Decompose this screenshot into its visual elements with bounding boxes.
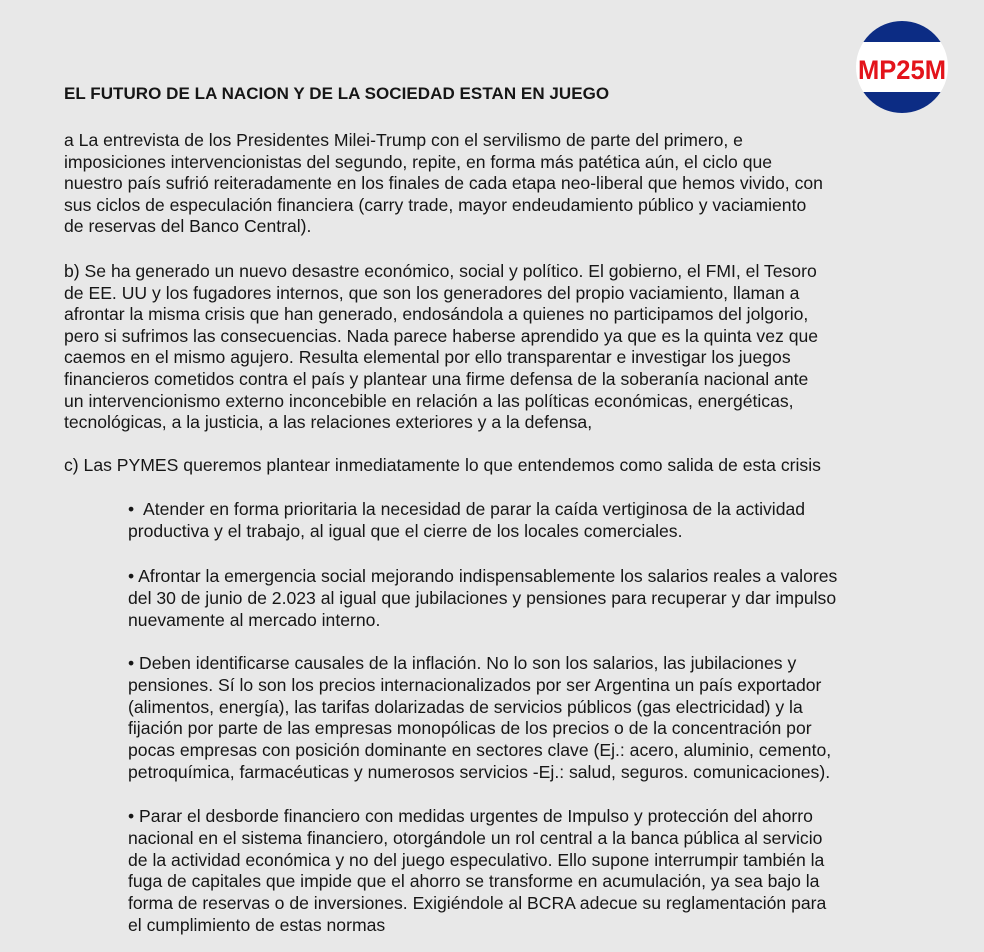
logo-bottom-band <box>856 92 948 118</box>
bullet-item: • Parar el desborde financiero con medidas urgentes de Impulso y protección del ahorro nacional en el sistema financiero, otorgándole un rol central a la banca pública al servicio de la actividad económica y no del juego especulativo. Ello supone interrumpir también la fuga de capitales que impide que el ahorro se transforme en acumulación, ya sea bajo la forma de reservas o de inversiones. Exigiéndole al BCRA adecue su reglamentación para el cumplimiento de estas normas <box>128 806 827 935</box>
paragraph-b: b) Se ha generado un nuevo desastre económico, social y político. El gobierno, el FMI, el Tesoro de EE. UU y los fugadores internos, que son los generadores del propio vaciamiento, llaman a afrontar la misma crisis que han generado, endosándola a quienes no participamos del jolgorio, pero si sufrimos las consecuencias. Nada parece haberse aprendido ya que es la quinta vez que caemos en el mismo agujero. Resulta elemental por ello transparentar e investigar los juegos financieros cometidos contra el país y plantear una firme defensa de la soberanía nacional ante un intervencionismo externo inconcebible en relación a las políticas económicas, energéticas, tecnológicas, a la justicia, a las relaciones exteriores y a la defensa, <box>64 261 819 433</box>
paragraph-a: a La entrevista de los Presidentes Milei-Trump con el servilismo de parte del primero, e imposiciones intervencionistas del segundo, repite, en forma más patética aún, el ciclo que nuestro país sufrió reiteradamente en los finales de cada etapa neo-liberal que hemos vivido, con sus ciclos de especulación financiera (carry trade, mayor endeudamiento público y vaciamiento de reservas del Banco Central). <box>64 130 823 237</box>
logo-top-band <box>856 16 948 42</box>
bullet-item: • Atender en forma prioritaria la necesidad de parar la caída vertiginosa de la actividad productiva y el trabajo, al igual que el cierre de los locales comerciales. <box>128 499 806 541</box>
logo-text: MP25M <box>858 55 946 85</box>
paragraph-c: c) Las PYMES queremos plantear inmediatamente lo que entendemos como salida de esta crisis <box>64 455 821 475</box>
bullet-item: • Deben identificarse causales de la inflación. No lo son los salarios, las jubilaciones y pensiones. Sí lo son los precios internacionalizados por ser Argentina un país exportador (alimentos, energía), las tarifas dolarizadas de servicios públicos (gas electricidad) y la fijación por parte de las empresas monopólicas de los precios o de la concentración por pocas empresas con posición dominante en sectores clave (Ej.: acero, aluminio, cemento, petroquímica, farmacéuticas y numerosos servicios -Ej.: salud, seguros. comunicaciones). <box>128 653 832 782</box>
bullet-item: • Afrontar la emergencia social mejorando indispensablemente los salarios reales a valores del 30 de junio de 2.023 al igual que jubilaciones y pensiones para recuperar y dar impulso nuevamente al mercado interno. <box>128 566 838 630</box>
document-title: EL FUTURO DE LA NACION Y DE LA SOCIEDAD ESTAN EN JUEGO <box>64 84 610 103</box>
logo-emblem-icon <box>856 16 948 118</box>
mp25m-logo <box>856 16 948 118</box>
